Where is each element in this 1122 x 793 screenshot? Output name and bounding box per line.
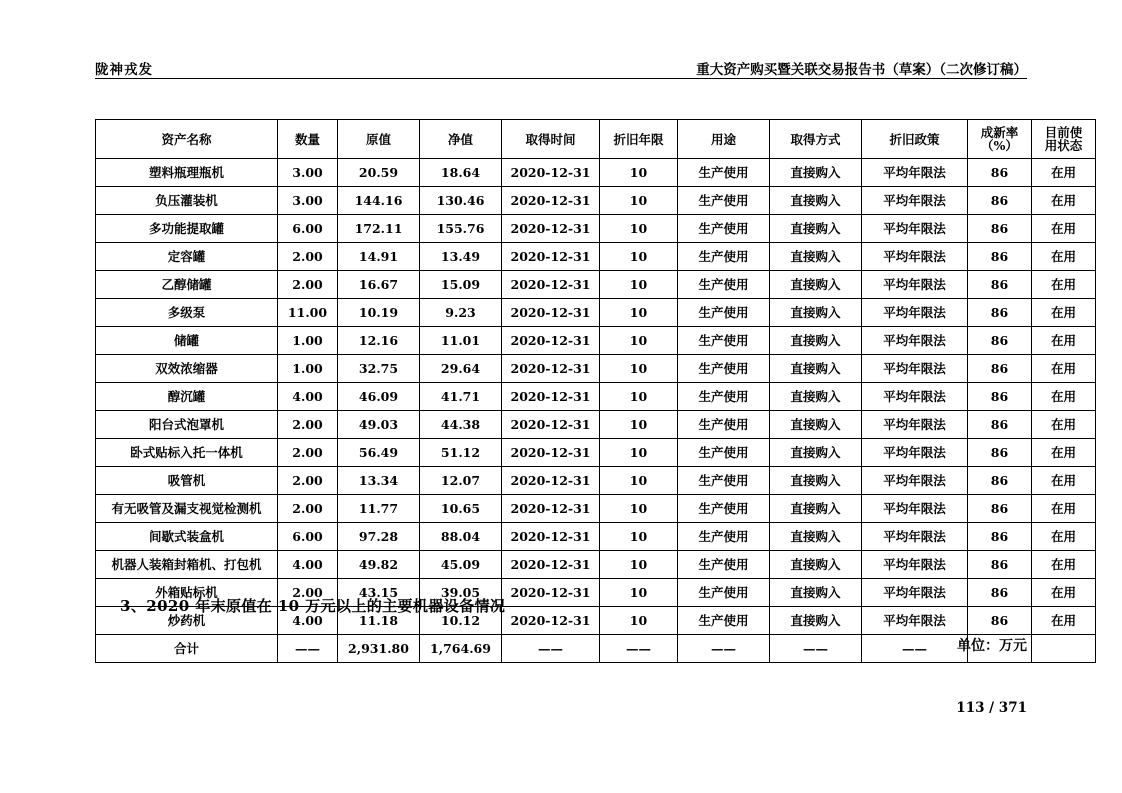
cell-newness-rate: 86 [968,439,1032,467]
cell-acquisition-method: 直接购入 [770,271,862,299]
header-document-title: 重大资产购买暨关联交易报告书（草案）（二次修订稿） [696,62,1027,78]
cell-asset-name: 卧式贴标入托一体机 [96,439,278,467]
cell-depreciation-life: 10 [600,467,678,495]
cell-acquisition-method: 直接购入 [770,579,862,607]
column-header-original-value: 原值 [338,120,420,159]
cell-acquisition-date: 2020-12-31 [502,243,600,271]
cell-original-value: 16.67 [338,271,420,299]
cell-depreciation-policy: 平均年限法 [862,607,968,635]
header-divider [95,78,1027,79]
cell-newness-rate: 86 [968,551,1032,579]
cell-depreciation-policy: 平均年限法 [862,579,968,607]
cell-net-value: 15.09 [420,271,502,299]
total-cell-depreciation-life: —— [600,635,678,663]
cell-acquisition-date: 2020-12-31 [502,467,600,495]
cell-newness-rate: 86 [968,271,1032,299]
table-row [96,551,1096,579]
cell-acquisition-method: 直接购入 [770,467,862,495]
cell-newness-rate: 86 [968,383,1032,411]
cell-original-value: 11.18 [338,607,420,635]
cell-newness-rate: 86 [968,607,1032,635]
table-header-row [96,120,1096,159]
cell-depreciation-policy: 平均年限法 [862,523,968,551]
table-row [96,495,1096,523]
cell-acquisition-method: 直接购入 [770,355,862,383]
total-cell-depreciation-policy: —— [862,635,968,663]
newness-rate-line1: 成新率 [980,125,1019,140]
asset-table [95,119,1096,663]
table-row [96,467,1096,495]
cell-depreciation-life: 10 [600,243,678,271]
cell-acquisition-method: 直接购入 [770,243,862,271]
cell-quantity: 4.00 [278,607,338,635]
cell-net-value: 29.64 [420,355,502,383]
cell-acquisition-date: 2020-12-31 [502,439,600,467]
cell-original-value: 97.28 [338,523,420,551]
cell-newness-rate: 86 [968,467,1032,495]
cell-newness-rate: 86 [968,355,1032,383]
cell-quantity: 1.00 [278,355,338,383]
cell-usage: 生产使用 [678,467,770,495]
cell-acquisition-date: 2020-12-31 [502,271,600,299]
cell-usage: 生产使用 [678,439,770,467]
section-title: 3、2020 年末原值在 10 万元以上的主要机器设备情况 [120,597,506,615]
cell-asset-name: 机器人装箱封箱机、打包机 [96,551,278,579]
cell-acquisition-method: 直接购入 [770,187,862,215]
cell-quantity: 2.00 [278,495,338,523]
column-header-depreciation-policy: 折旧政策 [862,120,968,159]
cell-original-value: 144.16 [338,187,420,215]
cell-acquisition-date: 2020-12-31 [502,607,600,635]
cell-asset-name: 吸管机 [96,467,278,495]
cell-quantity: 6.00 [278,523,338,551]
cell-net-value: 155.76 [420,215,502,243]
cell-usage: 生产使用 [678,523,770,551]
table-body [96,159,1096,663]
cell-original-value: 56.49 [338,439,420,467]
cell-newness-rate: 86 [968,187,1032,215]
cell-current-status: 在用 [1032,607,1096,635]
cell-original-value: 49.82 [338,551,420,579]
cell-asset-name: 负压灌装机 [96,187,278,215]
cell-current-status: 在用 [1032,271,1096,299]
cell-depreciation-policy: 平均年限法 [862,271,968,299]
column-header-net-value: 净值 [420,120,502,159]
cell-depreciation-policy: 平均年限法 [862,467,968,495]
cell-depreciation-life: 10 [600,271,678,299]
cell-asset-name: 炒药机 [96,607,278,635]
cell-usage: 生产使用 [678,411,770,439]
cell-acquisition-method: 直接购入 [770,523,862,551]
cell-original-value: 10.19 [338,299,420,327]
cell-current-status: 在用 [1032,159,1096,187]
cell-acquisition-method: 直接购入 [770,159,862,187]
cell-net-value: 12.07 [420,467,502,495]
cell-asset-name: 多功能提取罐 [96,215,278,243]
cell-original-value: 12.16 [338,327,420,355]
cell-acquisition-date: 2020-12-31 [502,327,600,355]
page-header [95,52,1027,78]
total-cell-current-status [1032,635,1096,663]
cell-depreciation-policy: 平均年限法 [862,299,968,327]
cell-original-value: 20.59 [338,159,420,187]
cell-quantity: 2.00 [278,467,338,495]
column-header-newness-rate [968,120,1032,159]
cell-usage: 生产使用 [678,327,770,355]
cell-net-value: 11.01 [420,327,502,355]
cell-original-value: 13.34 [338,467,420,495]
cell-depreciation-life: 10 [600,327,678,355]
cell-current-status: 在用 [1032,327,1096,355]
table-row [96,439,1096,467]
cell-usage: 生产使用 [678,271,770,299]
current-status-line1: 目前使 [1044,125,1083,140]
cell-net-value: 10.12 [420,607,502,635]
cell-depreciation-policy: 平均年限法 [862,159,968,187]
cell-depreciation-life: 10 [600,383,678,411]
cell-net-value: 13.49 [420,243,502,271]
cell-original-value: 49.03 [338,411,420,439]
cell-depreciation-life: 10 [600,187,678,215]
column-header-acquisition-method: 取得方式 [770,120,862,159]
cell-newness-rate: 86 [968,327,1032,355]
cell-net-value: 51.12 [420,439,502,467]
cell-current-status: 在用 [1032,411,1096,439]
cell-depreciation-life: 10 [600,607,678,635]
unit-note: 单位：万元 [957,638,1027,654]
cell-acquisition-date: 2020-12-31 [502,159,600,187]
cell-original-value: 14.91 [338,243,420,271]
cell-newness-rate: 86 [968,159,1032,187]
cell-acquisition-date: 2020-12-31 [502,299,600,327]
cell-original-value: 46.09 [338,383,420,411]
cell-newness-rate: 86 [968,411,1032,439]
cell-acquisition-method: 直接购入 [770,607,862,635]
cell-current-status: 在用 [1032,523,1096,551]
cell-depreciation-policy: 平均年限法 [862,327,968,355]
cell-usage: 生产使用 [678,607,770,635]
cell-quantity: 11.00 [278,299,338,327]
cell-depreciation-life: 10 [600,215,678,243]
cell-acquisition-date: 2020-12-31 [502,579,600,607]
cell-depreciation-policy: 平均年限法 [862,355,968,383]
cell-quantity: 2.00 [278,411,338,439]
cell-depreciation-policy: 平均年限法 [862,439,968,467]
cell-net-value: 10.65 [420,495,502,523]
total-cell-asset-name: 合计 [96,635,278,663]
cell-usage: 生产使用 [678,215,770,243]
header-company-name: 陇神戎发 [95,62,153,78]
table-row [96,523,1096,551]
table-row [96,243,1096,271]
cell-usage: 生产使用 [678,187,770,215]
cell-newness-rate: 86 [968,495,1032,523]
cell-net-value: 9.23 [420,299,502,327]
cell-asset-name: 塑料瓶理瓶机 [96,159,278,187]
cell-depreciation-life: 10 [600,439,678,467]
table-row [96,159,1096,187]
cell-asset-name: 定容罐 [96,243,278,271]
cell-depreciation-policy: 平均年限法 [862,383,968,411]
cell-net-value: 41.71 [420,383,502,411]
cell-current-status: 在用 [1032,467,1096,495]
cell-acquisition-method: 直接购入 [770,299,862,327]
table-row [96,271,1096,299]
cell-depreciation-policy: 平均年限法 [862,495,968,523]
cell-current-status: 在用 [1032,383,1096,411]
cell-quantity: 3.00 [278,159,338,187]
total-cell-net-value: 1,764.69 [420,635,502,663]
column-header-usage: 用途 [678,120,770,159]
cell-asset-name: 间歇式装盒机 [96,523,278,551]
cell-acquisition-method: 直接购入 [770,327,862,355]
cell-current-status: 在用 [1032,495,1096,523]
cell-asset-name: 外箱贴标机 [96,579,278,607]
cell-current-status: 在用 [1032,579,1096,607]
cell-acquisition-method: 直接购入 [770,215,862,243]
cell-net-value: 130.46 [420,187,502,215]
cell-original-value: 11.77 [338,495,420,523]
cell-net-value: 18.64 [420,159,502,187]
table-row [96,187,1096,215]
cell-asset-name: 有无吸管及漏支视觉检测机 [96,495,278,523]
cell-asset-name: 乙醇储罐 [96,271,278,299]
total-cell-acquisition-method: —— [770,635,862,663]
cell-quantity: 1.00 [278,327,338,355]
total-cell-original-value: 2,931.80 [338,635,420,663]
cell-quantity: 2.00 [278,439,338,467]
column-header-name: 资产名称 [96,120,278,159]
cell-net-value: 88.04 [420,523,502,551]
cell-asset-name: 阳台式泡罩机 [96,411,278,439]
cell-usage: 生产使用 [678,551,770,579]
cell-current-status: 在用 [1032,439,1096,467]
cell-current-status: 在用 [1032,187,1096,215]
cell-current-status: 在用 [1032,355,1096,383]
cell-current-status: 在用 [1032,299,1096,327]
cell-quantity: 4.00 [278,551,338,579]
cell-depreciation-life: 10 [600,355,678,383]
cell-usage: 生产使用 [678,299,770,327]
cell-acquisition-date: 2020-12-31 [502,495,600,523]
cell-newness-rate: 86 [968,243,1032,271]
cell-newness-rate: 86 [968,523,1032,551]
table-row [96,411,1096,439]
cell-depreciation-policy: 平均年限法 [862,187,968,215]
cell-depreciation-policy: 平均年限法 [862,243,968,271]
total-cell-acquisition-date: —— [502,635,600,663]
cell-depreciation-policy: 平均年限法 [862,411,968,439]
cell-acquisition-method: 直接购入 [770,551,862,579]
cell-acquisition-date: 2020-12-31 [502,551,600,579]
table-total-row [96,635,1096,663]
cell-quantity: 2.00 [278,271,338,299]
cell-usage: 生产使用 [678,579,770,607]
cell-depreciation-life: 10 [600,551,678,579]
cell-acquisition-method: 直接购入 [770,495,862,523]
cell-current-status: 在用 [1032,215,1096,243]
cell-depreciation-life: 10 [600,411,678,439]
column-header-quantity: 数量 [278,120,338,159]
table-row [96,299,1096,327]
cell-usage: 生产使用 [678,355,770,383]
total-cell-usage: —— [678,635,770,663]
cell-usage: 生产使用 [678,243,770,271]
cell-current-status: 在用 [1032,551,1096,579]
cell-depreciation-life: 10 [600,523,678,551]
cell-newness-rate: 86 [968,579,1032,607]
page-number: 113 / 371 [956,700,1027,716]
cell-depreciation-life: 10 [600,495,678,523]
current-status-line2: 用状态 [1044,138,1083,153]
cell-acquisition-date: 2020-12-31 [502,523,600,551]
cell-acquisition-method: 直接购入 [770,411,862,439]
table-row [96,215,1096,243]
cell-acquisition-date: 2020-12-31 [502,411,600,439]
cell-usage: 生产使用 [678,495,770,523]
cell-depreciation-policy: 平均年限法 [862,215,968,243]
cell-newness-rate: 86 [968,299,1032,327]
cell-quantity: 6.00 [278,215,338,243]
cell-usage: 生产使用 [678,159,770,187]
total-cell-quantity: —— [278,635,338,663]
table-row [96,355,1096,383]
cell-asset-name: 双效浓缩器 [96,355,278,383]
newness-rate-line2: （%） [981,138,1018,153]
table-row [96,327,1096,355]
cell-acquisition-method: 直接购入 [770,439,862,467]
cell-net-value: 44.38 [420,411,502,439]
cell-acquisition-date: 2020-12-31 [502,355,600,383]
column-header-current-status [1032,120,1096,159]
column-header-depreciation-life: 折旧年限 [600,120,678,159]
cell-asset-name: 醇沉罐 [96,383,278,411]
cell-depreciation-policy: 平均年限法 [862,551,968,579]
column-header-acquisition-date: 取得时间 [502,120,600,159]
cell-asset-name: 多级泵 [96,299,278,327]
cell-net-value: 39.05 [420,579,502,607]
cell-usage: 生产使用 [678,383,770,411]
cell-quantity: 2.00 [278,243,338,271]
cell-acquisition-date: 2020-12-31 [502,187,600,215]
cell-depreciation-life: 10 [600,299,678,327]
cell-newness-rate: 86 [968,215,1032,243]
table-row [96,383,1096,411]
cell-current-status: 在用 [1032,243,1096,271]
cell-quantity: 2.00 [278,579,338,607]
cell-depreciation-life: 10 [600,579,678,607]
cell-original-value: 32.75 [338,355,420,383]
cell-original-value: 172.11 [338,215,420,243]
cell-quantity: 3.00 [278,187,338,215]
cell-asset-name: 储罐 [96,327,278,355]
cell-acquisition-date: 2020-12-31 [502,383,600,411]
cell-depreciation-life: 10 [600,159,678,187]
cell-net-value: 45.09 [420,551,502,579]
cell-acquisition-method: 直接购入 [770,383,862,411]
cell-quantity: 4.00 [278,383,338,411]
cell-acquisition-date: 2020-12-31 [502,215,600,243]
cell-original-value: 43.15 [338,579,420,607]
